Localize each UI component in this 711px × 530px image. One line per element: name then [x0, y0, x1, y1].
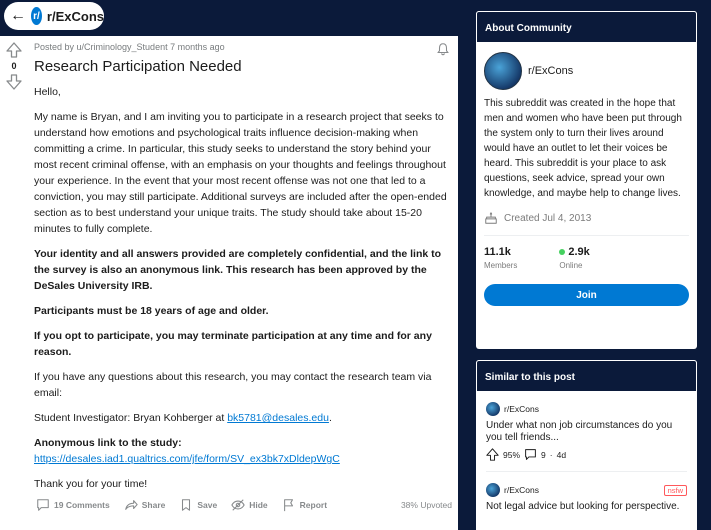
similar-post-title: Under what non job circumstances do you you tell friends...: [486, 420, 673, 443]
post-content: [34, 84, 454, 492]
separator-dot: ·: [549, 449, 553, 460]
similar-post-comments: 9: [541, 449, 546, 460]
online-value: 2.9k: [568, 246, 590, 258]
similar-post-item[interactable]: [476, 391, 697, 461]
investigator-prefix: Student Investigator: Bryan Kohberger at: [34, 412, 228, 424]
similar-post-item[interactable]: [476, 472, 697, 513]
similar-posts-card: [476, 360, 697, 530]
created-label: Created Jul 4, 2013: [504, 212, 592, 224]
age-requirement-text: Participants must be 18 years of age and older.: [34, 305, 269, 317]
arrow-left-icon: ←: [10, 7, 26, 24]
similar-post-subreddit-name: r/ExCons: [504, 485, 539, 495]
subreddit-name: r/ExCons: [46, 8, 104, 24]
comment-icon: [36, 498, 50, 512]
vote-count: 0: [11, 61, 17, 71]
online-stat: [559, 246, 589, 270]
similar-posts-heading: Similar to this post: [476, 360, 697, 391]
report-button[interactable]: [282, 498, 327, 512]
share-label: Share: [141, 500, 166, 510]
similar-post-subreddit: [486, 483, 687, 497]
post-title: Research Participation Needed: [34, 58, 242, 75]
about-community-heading: About Community: [476, 11, 697, 42]
post-thanks: Thank you for your time!: [34, 478, 148, 490]
post-meta: Posted by u/Criminology_Student 7 months ago: [34, 42, 225, 52]
comments-button[interactable]: [36, 498, 110, 512]
share-icon: [124, 498, 138, 512]
flag-icon: [282, 498, 296, 512]
post-card: [0, 36, 458, 530]
online-label: Online: [559, 261, 583, 270]
post-paragraph: My name is Bryan, and I am inviting you to participate in a research project that seeks to understand how emotions and psychological traits influence decision-making when committing a crime. In particular, this study seeks to understand the story behind your most recent criminal offense, with an emphasis on your thoughts and feelings throughout your experience. In the event that your most recent offense was not one that led to a conviction, you may still participate. Additional surveys are included after the open-ended section as to best understand your unique traits. The study should take about 15-20 minutes to fully complete.: [34, 111, 447, 235]
nsfw-badge: nsfw: [664, 485, 687, 496]
subreddit-avatar-icon: [486, 402, 500, 416]
community-avatar[interactable]: [484, 52, 522, 90]
upvoted-percentage: 38% Upvoted: [400, 500, 452, 510]
comments-label: 19 Comments: [54, 500, 110, 510]
save-button[interactable]: [179, 498, 217, 512]
save-label: Save: [197, 500, 218, 510]
post-actions: [36, 498, 452, 512]
back-button[interactable]: [4, 2, 104, 30]
post-body: [34, 36, 454, 492]
terminate-text: If you opt to participate, you may terminate participation at any time and for any reason.: [34, 330, 432, 358]
vote-column: [0, 36, 28, 90]
report-label: Report: [299, 500, 328, 510]
similar-post-subreddit-name: r/ExCons: [504, 404, 539, 414]
members-label: Members: [484, 261, 518, 270]
subreddit-avatar-icon: [486, 483, 500, 497]
community-description: This subreddit was created in the hope that men and women who have been put through the system only to turn their lives around would have an outlet to let their voices be heard. This subreddit is your place to ask questions, seek advice, spread your own knowledge, and maybe help to change lives.: [484, 98, 682, 199]
upvote-icon: [486, 448, 499, 461]
similar-post-title: Not legal advice but looking for perspective.: [486, 501, 680, 512]
similar-post-subreddit: [486, 402, 687, 416]
community-name[interactable]: r/ExCons: [528, 65, 574, 77]
comment-icon: [524, 448, 537, 461]
post-greeting: Hello,: [34, 86, 61, 98]
cake-icon: [484, 211, 498, 225]
similar-post-meta: [486, 448, 687, 461]
share-button[interactable]: [124, 498, 166, 512]
members-value: 11.1k: [484, 246, 511, 258]
post-paragraph-bold: [34, 303, 454, 319]
anon-link-block: [34, 435, 454, 467]
about-community-card: [476, 11, 697, 349]
community-stats: [476, 236, 697, 270]
notification-bell-icon[interactable]: [436, 42, 450, 56]
post-paragraph-bold: [34, 328, 454, 360]
downvote-icon[interactable]: [6, 74, 22, 90]
online-dot-icon: [559, 249, 565, 255]
anon-study-link[interactable]: https://desales.iad1.qualtrics.com/jfe/form/SV_ex3bk7xDldepWgC: [34, 453, 340, 465]
created-date: [476, 201, 697, 225]
anon-link-label: Anonymous link to the study:: [34, 437, 182, 449]
upvote-icon[interactable]: [6, 42, 22, 58]
similar-post-age: 4d: [556, 449, 567, 460]
bookmark-icon: [179, 498, 193, 512]
investigator-email-link[interactable]: bk5781@desales.edu: [227, 412, 329, 424]
hide-button[interactable]: [231, 498, 267, 512]
confidentiality-text: Your identity and all answers provided are completely confidential, and the link to the survey is also an anonymous link. This research has been approved by the DeSales University IRB.: [34, 248, 442, 292]
investigator-line: [34, 410, 454, 426]
similar-post-upvote-pct: 95%: [503, 449, 521, 460]
join-button[interactable]: Join: [484, 284, 689, 306]
post-paragraph-bold: [34, 246, 454, 294]
online-value-row: [559, 246, 589, 258]
subreddit-logo-icon: r/: [31, 7, 42, 25]
investigator-suffix: .: [328, 412, 332, 424]
post-paragraph: If you have any questions about this research, you may contact the research team via email:: [34, 371, 432, 399]
hide-eye-icon: [231, 498, 245, 512]
hide-label: Hide: [249, 500, 268, 510]
community-row: [476, 42, 697, 90]
members-stat: [484, 246, 517, 270]
